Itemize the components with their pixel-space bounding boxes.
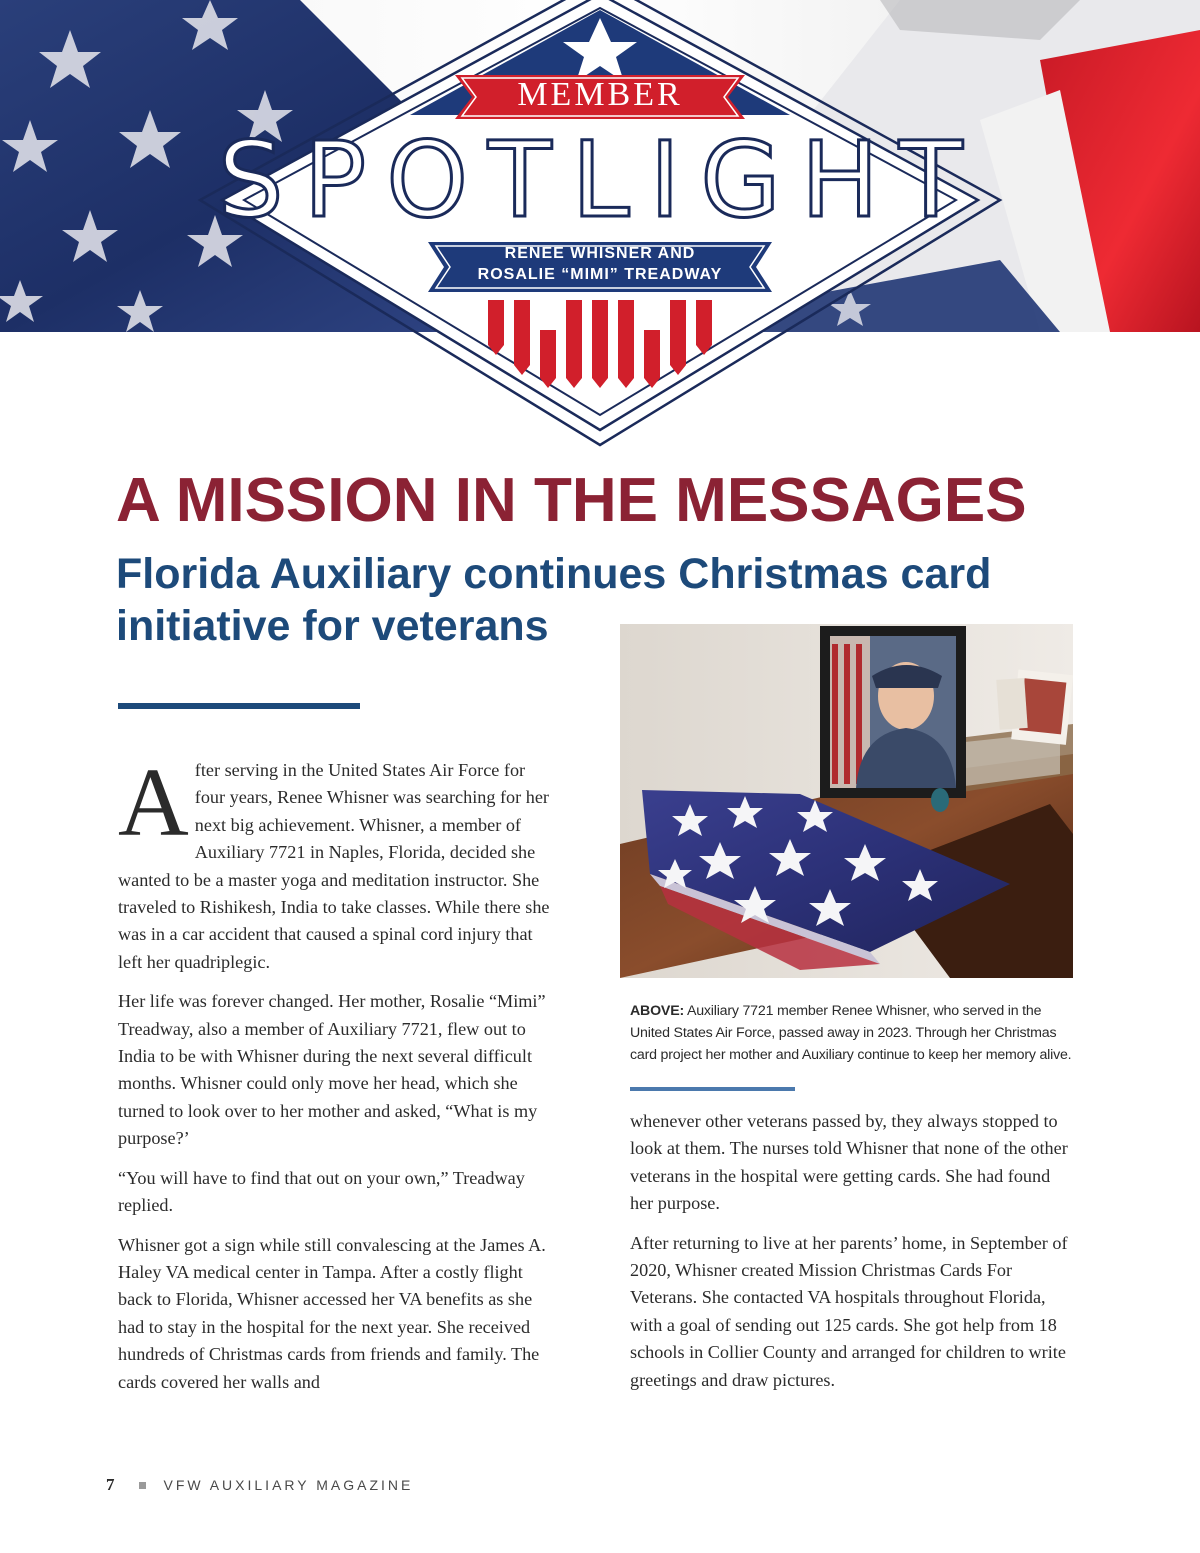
body-paragraph: whenever other veterans passed by, they always stopped to look at them. The nurses told Whisner that none of the other veterans in the hospital were getting cards. She had found her purpose.: [630, 1111, 1068, 1214]
photo-flag-and-portrait: [620, 624, 1073, 978]
caption-divider: [630, 1087, 795, 1091]
body-paragraph: Whisner got a sign while still convalescing at the James A. Haley VA medical center in Tampa. After a costly flight back to Florida, Whisner accessed her VA benefits as she had to stay in the hospital for the next year. She received hundreds of Christmas cards from friends and family. The cards covered her walls and: [118, 1234, 546, 1392]
article-subhead: Florida Auxiliary continues Christmas card initiative for veterans: [116, 550, 992, 650]
page-number: 7: [106, 1475, 115, 1494]
footer-separator-icon: [139, 1482, 146, 1489]
spotlight-names: [440, 243, 760, 291]
photo-illustration: [620, 624, 1073, 978]
names-line-2: ROSALIE “MIMI” TREADWAY: [477, 266, 723, 283]
body-paragraph: [118, 749, 558, 976]
magazine-title: VFW AUXILIARY MAGAZINE: [163, 1477, 414, 1493]
names-line-1: RENEE WHISNER AND: [504, 245, 696, 262]
article-column-left: [118, 749, 558, 1408]
member-label: MEMBER: [517, 76, 683, 113]
spotlight-title: SPOTLIGHT: [217, 119, 983, 241]
page-footer: [106, 1475, 413, 1495]
headline-divider: [118, 703, 360, 709]
spotlight-banner: [0, 0, 1200, 460]
body-paragraph: “You will have to find that out on your own,” Treadway replied.: [118, 1167, 525, 1216]
caption-label: ABOVE:: [630, 1003, 684, 1019]
body-paragraph: Her life was forever changed. Her mother, Rosalie “Mimi” Treadway, also a member of Auxiliary 7721, flew out to India to be with Whisner during the next several difficult months. Whisner could only move her head, which she turned to look over to her mother and asked, “What is my purpose?’: [118, 991, 546, 1149]
caption-text: Auxiliary 7721 member Renee Whisner, who served in the United States Air Force, passed away in 2023. Through her Christmas card project her mother and Auxiliary continue to keep her memory alive.: [630, 1003, 1072, 1063]
article-headline: A MISSION IN THE MESSAGES: [116, 466, 1027, 535]
body-paragraph-text: fter serving in the United States Air Force for four years, Renee Whisner was searching for her next big achievement. Whisner, a member of Auxiliary 7721 in Naples, Florida, decided she wanted to be a master yoga and meditation instructor. She traveled to Rishikesh, India to take classes. While there she was in a car accident that caused a spinal cord injury that left her quadriplegic.: [118, 760, 550, 972]
article-column-right: [630, 1108, 1072, 1406]
body-paragraph: After returning to live at her parents’ home, in September of 2020, Whisner created Mission Christmas Cards For Veterans. She contacted VA hospitals throughout Florida, with a goal of sending out 125 cards. She got help from 18 schools in Collier County and arranged for children to write greetings and draw pictures.: [630, 1232, 1068, 1390]
photo-caption: [630, 1000, 1078, 1066]
drop-cap: A: [118, 749, 189, 857]
